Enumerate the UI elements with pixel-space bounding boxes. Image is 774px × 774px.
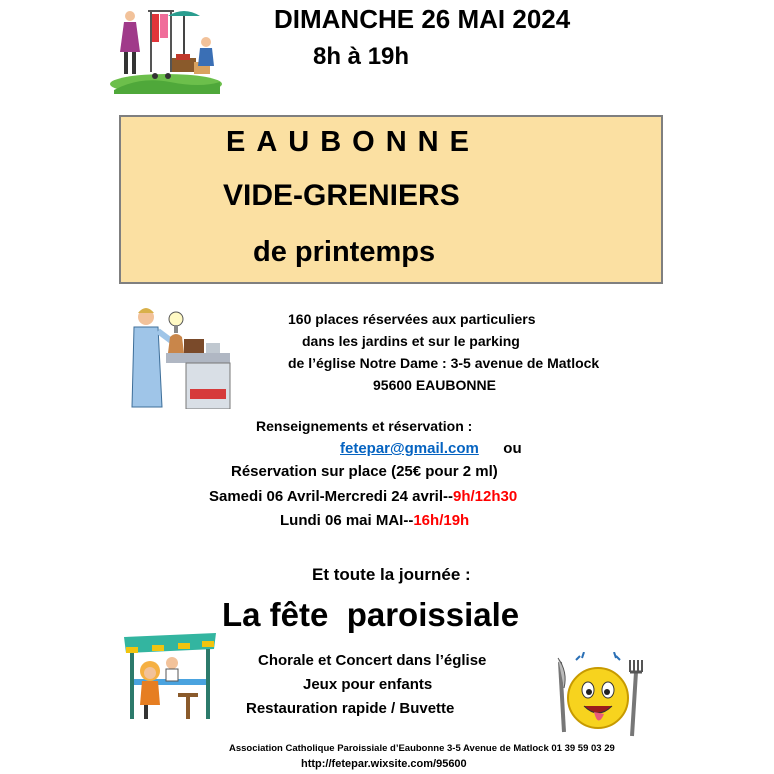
association-footer: Association Catholique Paroissiale d’Eaubonne 3-5 Avenue de Matlock 01 39 59 03 29	[229, 743, 615, 754]
email-link[interactable]: fetepar@gmail.com	[340, 440, 479, 457]
booking-slot-1	[209, 488, 517, 505]
location-line-3: de l’église Notre Dame : 3-5 avenue de Matlock	[288, 355, 600, 371]
location-line-1: 160 places réservées aux particuliers	[288, 311, 536, 327]
booking-slot-2	[280, 512, 469, 529]
fete-title: La fête paroissiale	[222, 596, 520, 633]
slot-1-days: Samedi 06 Avril-Mercredi 24 avril--	[209, 488, 453, 505]
event-date: DIMANCHE 26 MAI 2024	[274, 4, 571, 34]
flea-market-illustration	[110, 4, 222, 94]
slot-2-days: Lundi 06 mai MAI--	[280, 512, 414, 529]
town-name: EAUBONNE	[226, 126, 480, 158]
location-line-2: dans les jardins et sur le parking	[302, 333, 520, 349]
email-row	[340, 440, 522, 458]
activity-3: Restauration rapide / Buvette	[246, 700, 455, 717]
event-subtitle: de printemps	[253, 236, 436, 268]
booking-heading: Renseignements et réservation :	[256, 418, 473, 434]
activity-2: Jeux pour enfants	[303, 676, 433, 693]
hungry-smiley-icon	[546, 652, 650, 742]
website-link[interactable]: http://fetepar.wixsite.com/95600	[301, 758, 467, 770]
or-label: ou	[503, 440, 522, 457]
slot-2-time: 16h/19h	[413, 512, 470, 529]
onsite-booking: Réservation sur place (25€ pour 2 ml)	[231, 463, 498, 480]
location-line-4: 95600 EAUBONNE	[373, 377, 496, 393]
day-intro: Et toute la journée :	[312, 565, 471, 584]
cafe-stall-illustration	[118, 633, 222, 723]
antique-dealer-illustration	[128, 303, 234, 409]
slot-1-time: 9h/12h30	[453, 488, 518, 505]
event-hours: 8h à 19h	[313, 43, 410, 70]
event-title: VIDE-GRENIERS	[223, 179, 460, 212]
activity-1: Chorale et Concert dans l’église	[258, 652, 487, 669]
